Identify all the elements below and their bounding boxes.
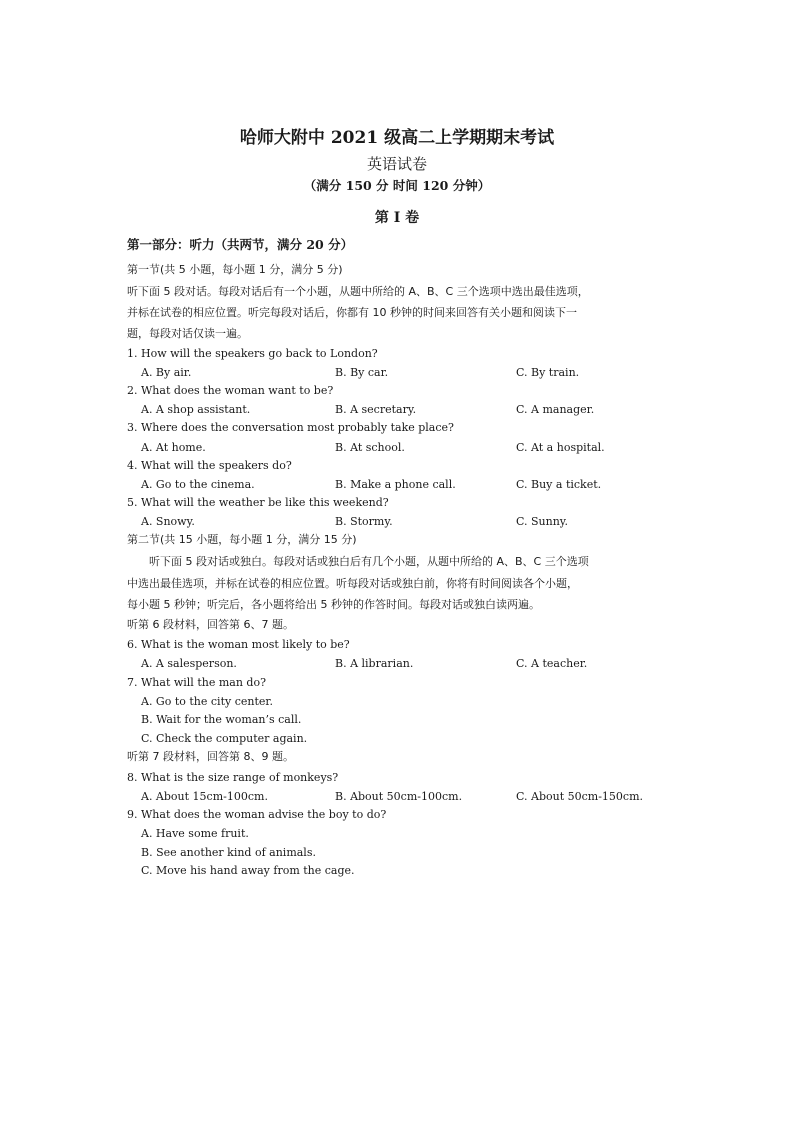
question-stem: 2. What does the woman want to be? [127,384,334,397]
option-a: A. Go to the cinema. [141,478,255,491]
question-stem: 7. What will the man do? [127,676,266,689]
question-stem: 8. What is the size range of monkeys? [127,771,339,784]
instruction-line: 听下面 5 段对话。每段对话后有一个小题，从题中所给的 A、B、C 三个选项中选出最佳选项， [127,285,589,298]
option-a: A. Snowy. [141,515,195,528]
option-b: B. At school. [335,441,405,454]
question-stem: 3. Where does the conversation most probably take place? [127,421,454,434]
option-c: C. At a hospital. [516,441,605,454]
question-stem: 4. What will the speakers do? [127,459,292,472]
option-c: C. About 50cm-150cm. [516,790,644,803]
option-a: A. About 15cm-100cm. [141,790,268,803]
instruction-line: 题，每段对话仅读一遍。 [127,327,248,340]
option-c: C. Check the computer again. [141,732,308,745]
part-heading: 第一部分：听力（共两节，满分 20 分） [127,237,354,252]
instruction-line: 中选出最佳选项，并标在试卷的相应位置。听每段对话或独白前，你将有时间阅读各个小题， [127,577,578,590]
option-c: C. By train. [516,366,580,379]
question-stem: 6. What is the woman most likely to be? [127,638,350,651]
option-a: A. Have some fruit. [141,827,249,840]
option-b: B. Wait for the woman’s call. [141,713,302,726]
material-note: 听第 7 段材料，回答第 8、9 题。 [127,750,294,763]
option-b: B. By car. [335,366,389,379]
question-stem: 1. How will the speakers go back to London? [127,347,378,360]
section-heading: 第二节(共 15 小题，每小题 1 分，满分 15 分) [127,533,357,546]
option-c: C. A manager. [516,403,595,416]
option-a: A. A shop assistant. [141,403,251,416]
exam-title: 哈师大附中 2021 级高二上学期期末考试 [239,128,555,148]
option-a: A. By air. [141,366,192,379]
section-heading: 第一节(共 5 小题，每小题 1 分，满分 5 分) [127,263,343,276]
option-b: B. About 50cm-100cm. [335,790,463,803]
option-c: C. Buy a ticket. [516,478,602,491]
option-c: C. A teacher. [516,657,588,670]
exam-info: （满分 150 分 时间 120 分钟） [303,178,491,193]
exam-subject: 英语试卷 [366,155,427,173]
material-note: 听第 6 段材料，回答第 6、7 题。 [127,618,294,631]
option-a: A. At home. [141,441,206,454]
option-c: C. Move his hand away from the cage. [141,864,355,877]
option-a: A. A salesperson. [141,657,237,670]
option-b: B. A secretary. [335,403,417,416]
option-a: A. Go to the city center. [141,695,273,708]
option-b: B. Stormy. [335,515,393,528]
option-b: B. Make a phone call. [335,478,456,491]
option-b: B. A librarian. [335,657,414,670]
instruction-line: 每小题 5 秒钟；听完后，各小题将给出 5 秒钟的作答时间。每段对话或独白读两遍。 [127,598,540,611]
option-c: C. Sunny. [516,515,569,528]
instruction-line: 听下面 5 段对话或独白。每段对话或独白后有几个小题，从题中所给的 A、B、C 三个选项 [149,555,589,568]
volume-heading: 第 I 卷 [374,210,420,226]
question-stem: 5. What will the weather be like this weekend? [127,496,389,509]
instruction-line: 并标在试卷的相应位置。听完每段对话后，你都有 10 秒钟的时间来回答有关小题和阅读下一 [127,306,577,319]
option-b: B. See another kind of animals. [141,846,316,859]
question-stem: 9. What does the woman advise the boy to do? [127,808,387,821]
